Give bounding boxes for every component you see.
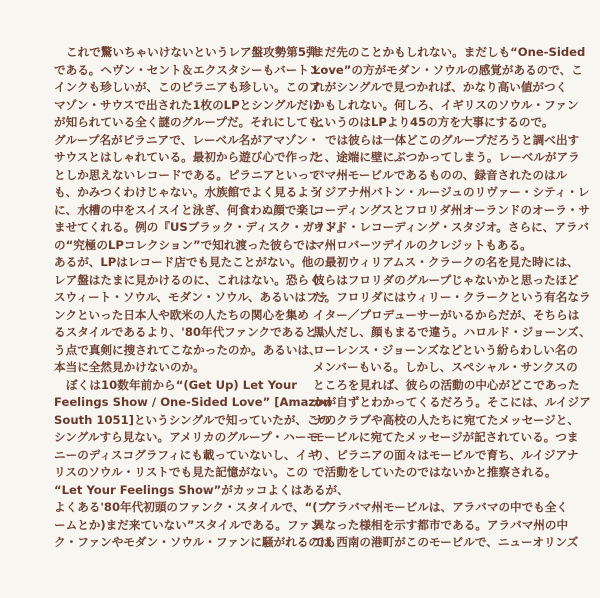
paragraph bbox=[313, 132, 590, 255]
text-line: バマ州モービルであるものの、録音されたのはル bbox=[313, 167, 568, 182]
text-line: よくある'80年代初頭のファンク・スタイルで、“(ブ bbox=[54, 500, 330, 514]
text-line: れがシングルで見つかれば、かなり高い値がつく bbox=[313, 80, 568, 94]
text-line: り、ピラニアの面々はモービルで育ち、ルイジアナ bbox=[313, 447, 579, 462]
text-line: かが自ずとわかってくるだろう。そこには、ルイジア bbox=[313, 395, 591, 409]
text-line: Love”の方がモダン・ソウルの感覚があるので、こ bbox=[313, 62, 583, 77]
text-line: の“究極のLPコレクション”で知れ渡った彼らでは bbox=[54, 237, 317, 252]
text-line: モービルに宛てたメッセージが記されている。つま bbox=[313, 430, 579, 444]
text-line: サウスとはしゃれている。最初から遊び心で作った bbox=[54, 150, 321, 164]
text-line: でも西南の港町がこのモービルで、ニューオリンズ bbox=[313, 535, 579, 549]
text-line: ンクといった日本人や欧米の人たちの関心を集め bbox=[54, 307, 309, 322]
text-line: メンバーもいる。しかし、スペシャル・サンクスの bbox=[313, 360, 578, 374]
text-line: かもしれない。何しろ、イギリスのソウル・ファン bbox=[313, 97, 579, 112]
text-line: “Let Your Feelings Show”がカッコよくはあるが、 bbox=[54, 482, 349, 497]
text-line: シングルすら見ない。アメリカのグループ・ハーモ bbox=[54, 430, 319, 444]
text-line: う点で真剣に捜されてこなかったのか。あるいは、 bbox=[54, 342, 321, 357]
text-line: South 1051]というシングルで知っていたが、この bbox=[54, 412, 331, 427]
text-line: マゾン・サウスで出された1枚のLPとシングルだけ bbox=[54, 97, 320, 112]
text-line: 本当に全然見かけないのか。 bbox=[54, 360, 205, 374]
paragraph-gap bbox=[313, 482, 556, 500]
text-column-right bbox=[313, 44, 591, 552]
text-line: というのはLPより45の方を大事にするので。 bbox=[313, 115, 554, 129]
text-line: 異なった様相を示す都市である。アラバマ州の中 bbox=[313, 517, 569, 532]
text-line: ニーのディスコグラフィにも載っていないし、イギ bbox=[54, 447, 319, 462]
text-line: ぼくは10数年前から“(Get Up) Let Your bbox=[66, 377, 297, 392]
text-line: ませてくれる。例の『USブラック・ディスク・ガイド』 bbox=[54, 220, 349, 234]
text-line: あるが、LPはレコード店でも見たことがない。他の bbox=[54, 255, 325, 269]
text-line: も、かみつくわけじゃない。水族館でよく見るよう bbox=[54, 185, 321, 199]
text-line: に、水槽の中をスイスイと泳ぎ、何食わぬ顔で楽し bbox=[54, 202, 320, 217]
text-line: が知られている全く謎のグループだ。それにしても、 bbox=[54, 115, 332, 129]
text-line: スウィート・ソウル、モダン・ソウル、あるいはファ bbox=[54, 290, 329, 304]
text-line: ローレンス・ジョーンズなどという紛らわしい名の bbox=[313, 342, 578, 357]
text-line: イジアナ州バトン・ルージュのリヴァー・シティ・レ bbox=[313, 185, 590, 199]
text-column-left bbox=[54, 44, 349, 552]
text-line: インクも珍しいが、このピラニアも珍しい。このア bbox=[54, 80, 321, 94]
text-line: ク・ファンやモダン・ソウル・ファンに騒がれるのは bbox=[54, 535, 332, 549]
text-line: だ。フロリダにはウィリー・クラークという有名なラ bbox=[313, 290, 591, 304]
paragraph bbox=[313, 44, 586, 132]
text-line: マ州ロバーツデイルのクレジットもある。 bbox=[313, 237, 532, 252]
text-line: リスのソウル・リストでも見た記憶がない。この bbox=[54, 465, 309, 479]
text-line: と、途端に壁にぶつかってしまう。レーベルがアラ bbox=[313, 150, 580, 164]
text-line: アラバマ州モービルは、アラバマの中でも全く bbox=[325, 500, 569, 514]
text-line: 彼らはフロリダのグループじゃないかと思ったほど bbox=[313, 272, 579, 287]
text-line: グループ名がピラニアで、レーベル名がアマゾン・ bbox=[54, 132, 320, 147]
text-line: である。ヘヴン・セント＆エクスタシーもバートン・ bbox=[54, 62, 333, 77]
text-line: コーディングスとフロリダ州オーランドのオーラ・サ bbox=[313, 202, 590, 217]
text-line: Feelings Show / One-Sided Love” [Amazon bbox=[54, 395, 332, 409]
text-line: これで驚いちゃいけないというレア盤攻勢第5弾 bbox=[66, 45, 318, 59]
text-line: まだ先のことかもしれない。まだしも“One-Sided bbox=[313, 45, 586, 59]
text-line: ームとか)まだ来ていない”スタイルである。ファン bbox=[54, 517, 322, 532]
text-line: 黒人だし、顔もまるで違う。ハロルド・ジョーンズ、 bbox=[313, 325, 591, 339]
paragraph bbox=[313, 254, 591, 482]
text-line: ウンド・レコーディング・スタジオ。さらに、アラバ bbox=[313, 220, 590, 234]
text-line: 最初ウィリアムス・クラークの名を見た時には、 bbox=[325, 255, 579, 269]
text-line: ナのクラブや高校の人たちに宛てたメッセージと、 bbox=[313, 412, 579, 427]
text-line: としか思えないレコードである。ピラニアといって bbox=[54, 167, 321, 182]
text-line: ところを見れば、彼らの活動の中心がどこであった bbox=[313, 377, 580, 392]
text-line: るスタイルであるより、'80年代ファンクであるとい bbox=[54, 325, 329, 339]
text-line: レア盤はたまに見かけるのに、これはない。恐らく、 bbox=[54, 272, 333, 287]
text-line: では彼らは一体どこのグループだろうと調べ出す bbox=[325, 132, 580, 147]
paragraph bbox=[313, 499, 579, 552]
text-line: で活動をしていたのではないかと推察される。 bbox=[313, 465, 557, 479]
paragraph bbox=[54, 377, 349, 552]
paragraph bbox=[54, 44, 349, 377]
text-line: イター／プロデューサーがいるからだが、そちらは bbox=[313, 307, 580, 322]
